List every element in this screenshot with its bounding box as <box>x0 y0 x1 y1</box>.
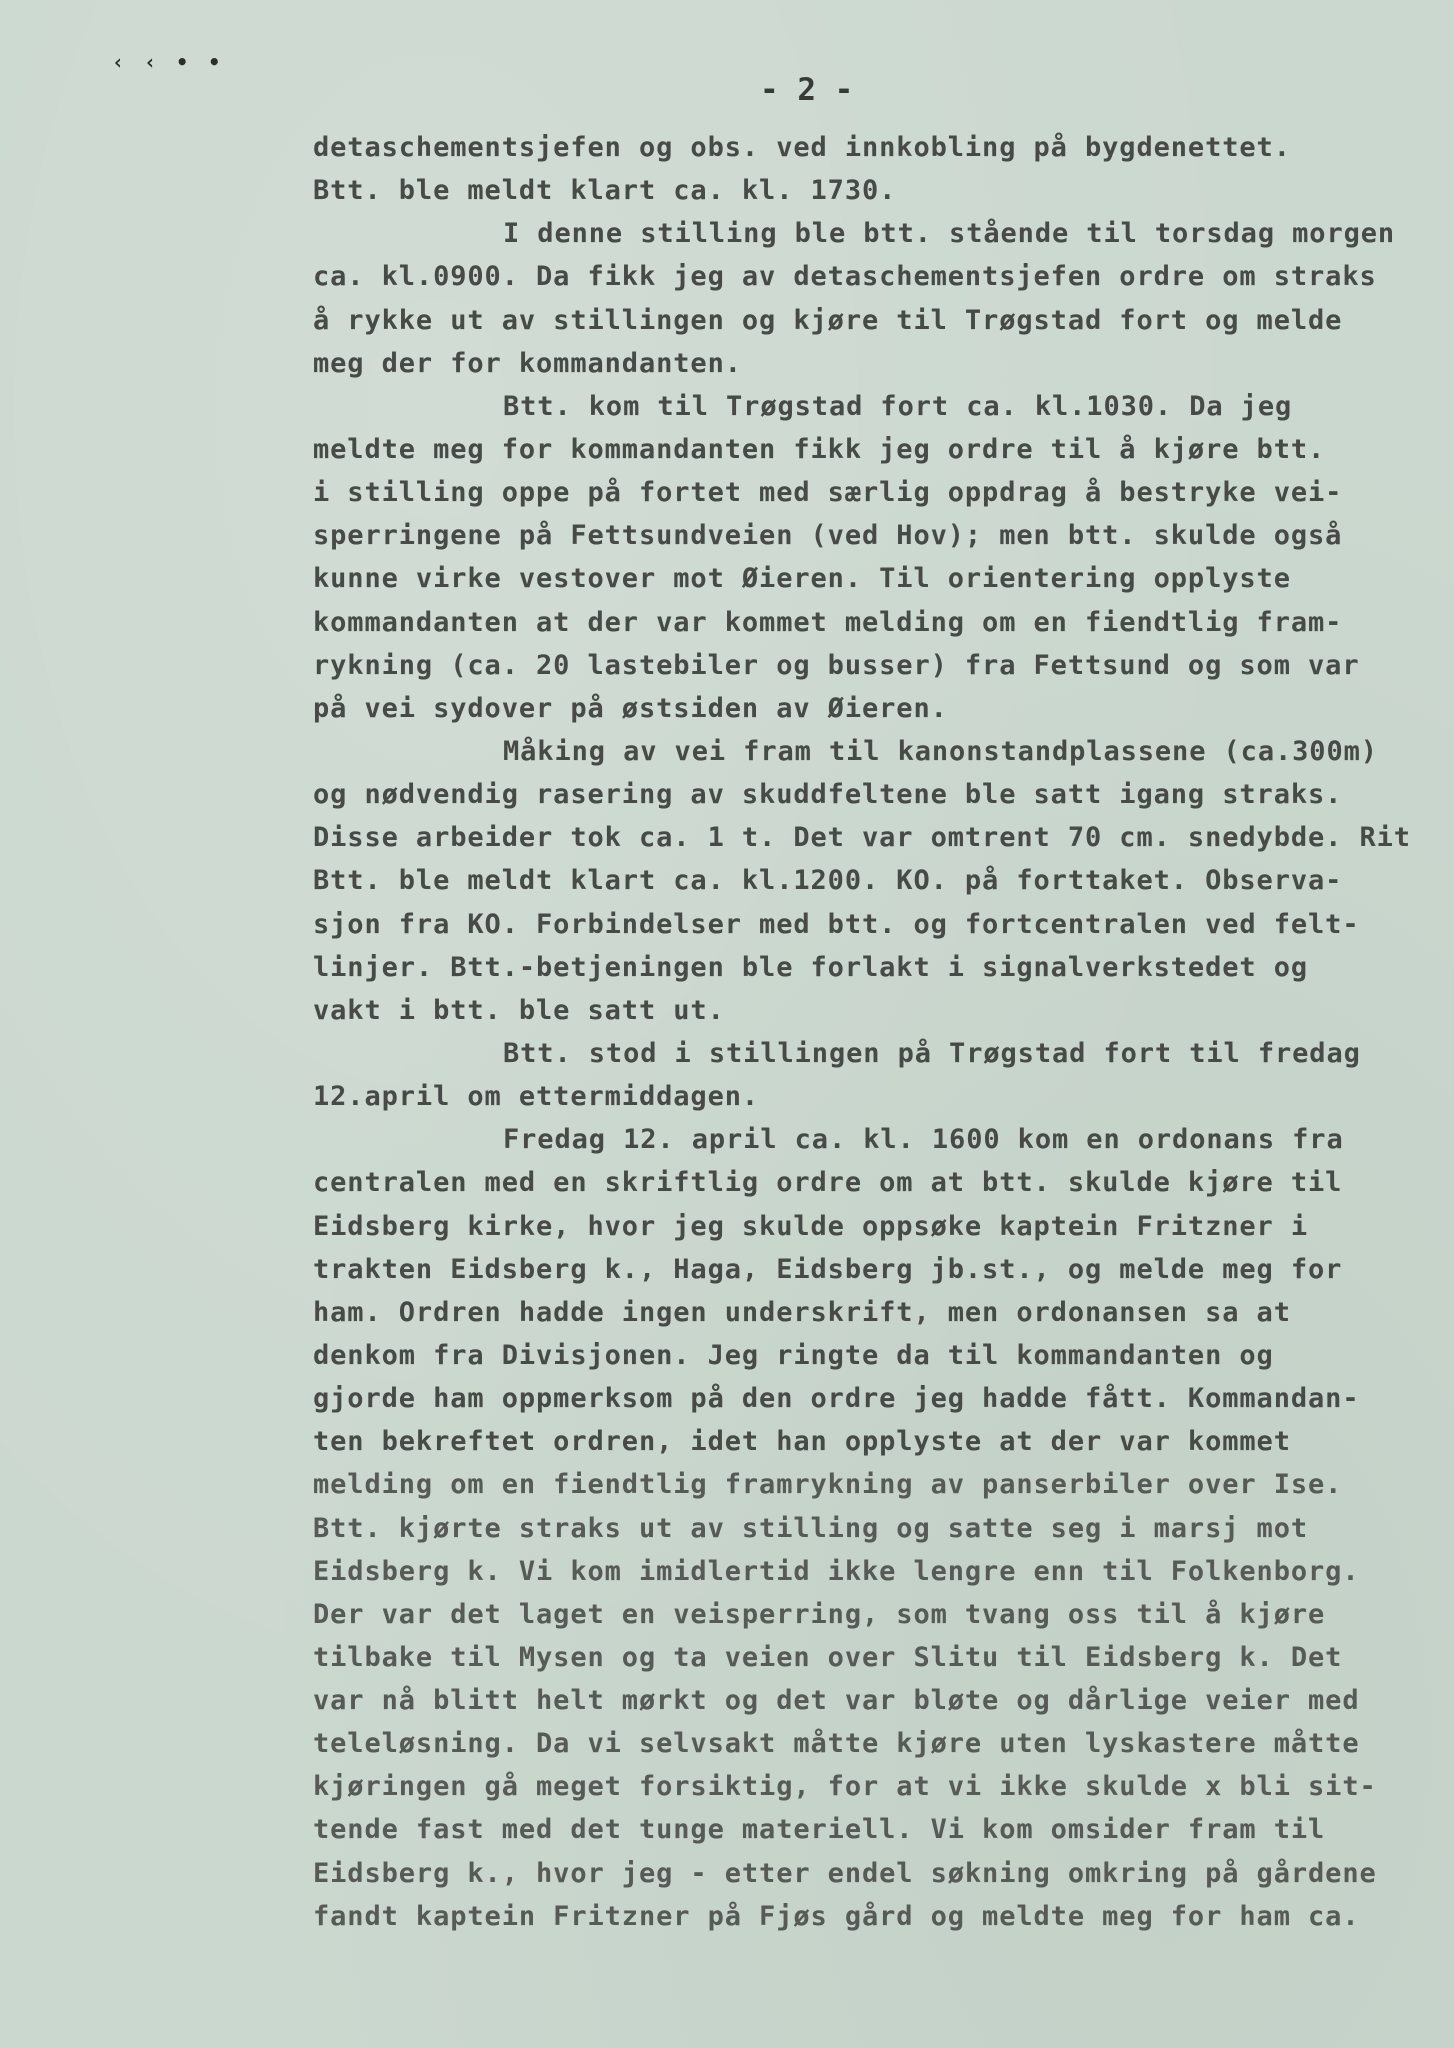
text-line: I denne stilling ble btt. stående til torsdag morgen <box>503 218 1396 250</box>
text-line: sjon fra KO. Forbindelser med btt. og fortcentralen ved felt- <box>313 908 1360 940</box>
text-line: Måking av vei fram til kanonstandplassene (ca.300m) <box>503 735 1378 767</box>
text-line: Btt. kjørte straks ut av stilling og satte seg i marsj mot <box>313 1512 1309 1544</box>
text-line: Btt. ble meldt klart ca. kl. 1730. <box>313 175 897 207</box>
text-line: rykning (ca. 20 lastebiler og busser) fra Fettsund og som var <box>313 649 1360 681</box>
text-line: centralen med en skriftlig ordre om at btt. skulde kjøre til <box>313 1167 1343 1199</box>
text-line: tende fast med det tunge materiell. Vi kom omsider fram til <box>313 1814 1326 1846</box>
text-line: ham. Ordren hadde ingen underskrift, men ordonansen sa at <box>313 1296 1291 1328</box>
text-line: fandt kaptein Fritzner på Fjøs gård og meldte meg for ham ca. <box>313 1900 1360 1932</box>
text-line: meldte meg for kommandanten fikk jeg ordre til å kjøre btt. <box>313 433 1326 465</box>
text-line: kommandanten at der var kommet melding om en fiendtlig fram- <box>313 606 1343 638</box>
text-line: på vei sydover på østsiden av Øieren. <box>313 692 948 724</box>
typed-text-body <box>313 126 1433 1938</box>
text-line: trakten Eidsberg k., Haga, Eidsberg jb.st., og melde meg for <box>313 1253 1343 1285</box>
text-line: melding om en fiendtlig framrykning av panserbiler over Ise. <box>313 1469 1343 1501</box>
text-line: meg der for kommandanten. <box>313 347 742 379</box>
text-line: Btt. ble meldt klart ca. kl.1200. KO. på forttaket. Observa- <box>313 865 1343 897</box>
text-line: kjøringen gå meget forsiktig, for at vi ikke skulde x bli sit- <box>313 1771 1377 1803</box>
text-line: sperringene på Fettsundveien (ved Hov); men btt. skulde også <box>313 520 1343 552</box>
text-line: kunne virke vestover mot Øieren. Til orientering opplyste <box>313 563 1291 595</box>
text-line: Disse arbeider tok ca. 1 t. Det var omtrent 70 cm. snedybde. Rit <box>313 822 1411 854</box>
text-line: linjer. Btt.-betjeningen ble forlakt i signalverkstedet og <box>313 951 1309 983</box>
text-line: detaschementsjefen og obs. ved innkobling på bygdenettet. <box>313 132 1291 163</box>
corner-marks: ‹ ‹ • • <box>112 50 225 74</box>
text-line: Btt. kom til Trøgstad fort ca. kl.1030. Da jeg <box>503 390 1293 422</box>
text-line: Btt. stod i stillingen på Trøgstad fort til fredag <box>503 1037 1361 1069</box>
text-line: 12.april om ettermiddagen. <box>313 1081 760 1113</box>
text-line: og nødvendig rasering av skuddfeltene ble satt igang straks. <box>313 779 1343 811</box>
text-line: tilbake til Mysen og ta veien over Slitu til Eidsberg k. Det <box>313 1641 1343 1673</box>
text-line: teleløsning. Da vi selvsakt måtte kjøre uten lyskastere måtte <box>313 1728 1360 1760</box>
text-line: gjorde ham oppmerksom på den ordre jeg hadde fått. Kommandan- <box>313 1383 1360 1415</box>
text-line: ten bekreftet ordren, idet han opplyste at der var kommet <box>313 1426 1291 1458</box>
text-line: i stilling oppe på fortet med særlig oppdrag å bestryke vei- <box>313 477 1343 509</box>
text-line: Eidsberg k., hvor jeg - etter endel søkning omkring på gårdene <box>313 1857 1377 1889</box>
text-line: Fredag 12. april ca. kl. 1600 kom en ordonans fra <box>503 1124 1344 1156</box>
text-line: å rykke ut av stillingen og kjøre til Trøgstad fort og melde <box>313 304 1343 336</box>
text-line: Eidsberg k. Vi kom imidlertid ikke lengre enn til Folkenborg. <box>313 1555 1360 1587</box>
text-line: denkom fra Divisjonen. Jeg ringte da til kommandanten og <box>313 1339 1274 1371</box>
text-line: Eidsberg kirke, hvor jeg skulde oppsøke kaptein Fritzner i <box>313 1210 1309 1242</box>
text-line: var nå blitt helt mørkt og det var bløte og dårlige veier med <box>313 1685 1360 1717</box>
text-line: vakt i btt. ble satt ut. <box>313 994 725 1026</box>
text-line: ca. kl.0900. Da fikk jeg av detaschementsjefen ordre om straks <box>313 261 1377 293</box>
text-line: Der var det laget en veisperring, som tvang oss til å kjøre <box>313 1598 1326 1630</box>
page-number: - 2 - <box>760 72 854 108</box>
